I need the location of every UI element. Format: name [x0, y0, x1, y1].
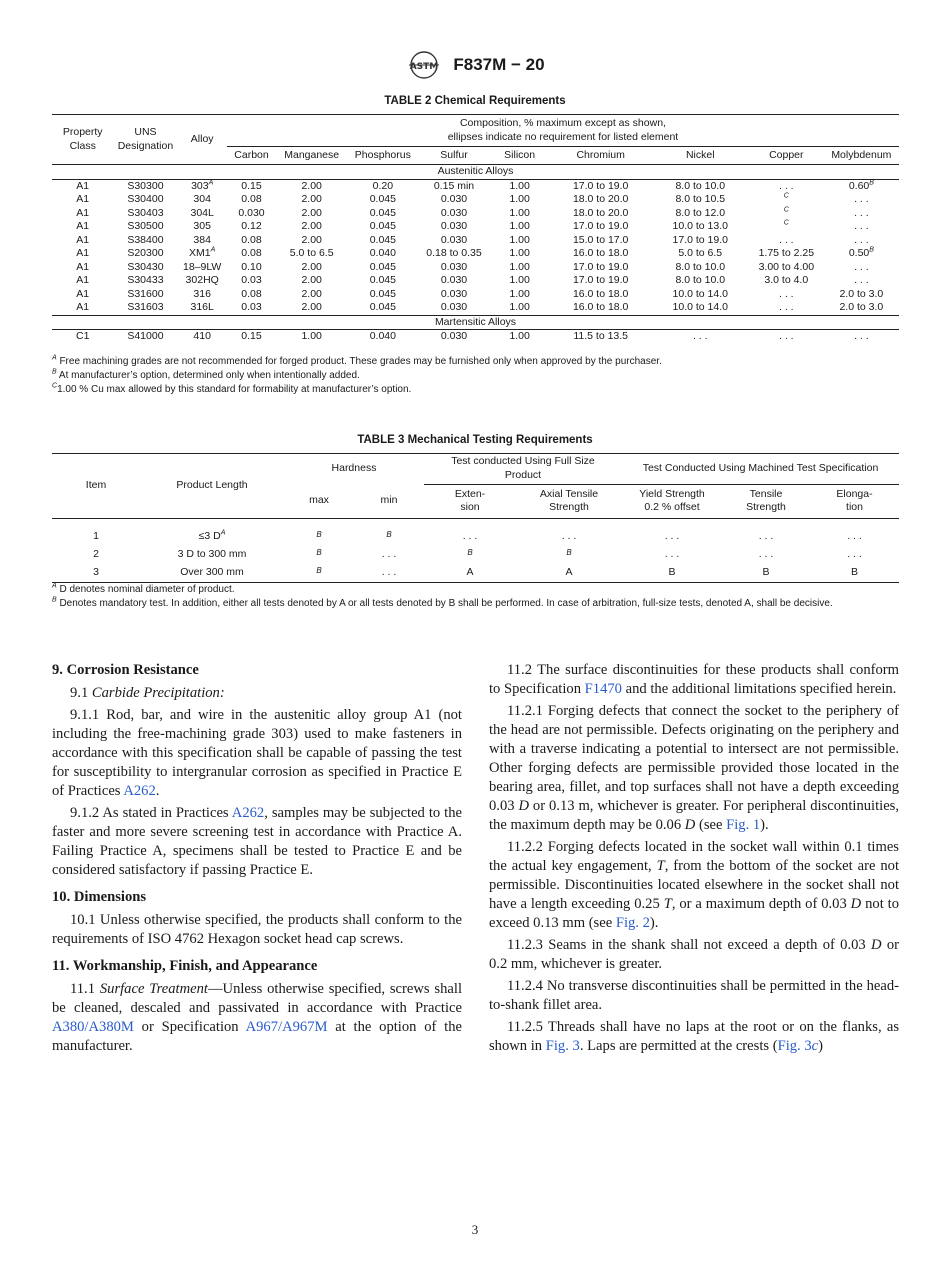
table-cell: 0.030 — [440, 233, 468, 246]
table-cell: 2.00 — [301, 301, 322, 313]
table-cell: S31600 — [127, 287, 164, 300]
table-cell: C — [783, 219, 789, 227]
table-cell: 0.045 — [369, 301, 396, 313]
section-10-title: 10. Dimensions — [52, 889, 147, 905]
table-cell: 384 — [193, 233, 211, 246]
table-cell: 0.08 — [241, 247, 262, 259]
table-row — [52, 179, 899, 193]
table-cell: 0.040 — [369, 247, 396, 259]
table3-caption: TABLE 3 Mechanical Testing Requirements — [357, 434, 593, 446]
table-cell: 1.00 — [509, 274, 530, 286]
table-row — [52, 564, 899, 583]
table-cell: A1 — [76, 247, 90, 259]
table-cell: 0.08 — [241, 287, 262, 300]
body-left-column — [52, 661, 462, 1059]
table2-caption: TABLE 2 Chemical Requirements — [384, 95, 566, 107]
table-cell: 2.00 — [301, 179, 322, 192]
table-cell: 304L — [190, 206, 214, 219]
table-cell: B — [762, 566, 770, 579]
table-cell: S30300 — [127, 179, 164, 192]
table-cell: 3.0 to 4.0 — [764, 274, 809, 286]
table-cell: 18.0 to 20.0 — [572, 193, 629, 205]
astm-logo-icon — [405, 50, 443, 80]
table3-footnote-a: $^A$ D denotes nominal diameter of product. — [52, 582, 235, 595]
table2-header-element: Phosphorus — [347, 147, 418, 165]
body-right-column — [489, 661, 899, 1059]
table-cell: 2.00 — [301, 206, 322, 219]
table-cell: 8.0 to 10.0 — [675, 260, 726, 273]
table-cell: 1.00 — [509, 330, 530, 342]
link-fig-1[interactable]: Fig. 1 — [726, 817, 761, 833]
table-cell: 0.045 — [369, 220, 396, 232]
table-cell: C — [783, 192, 789, 200]
table3-header-yield: Yield Strength 0.2 % offset — [622, 484, 722, 518]
table-cell: 1.00 — [509, 301, 530, 313]
table-cell: Over 300 mm — [180, 566, 244, 579]
table-cell: 0.15 — [241, 330, 262, 342]
table-cell: . . . — [854, 220, 869, 232]
table-cell: 5.0 to 6.5 — [289, 247, 334, 259]
table-cell: 0.20 — [372, 179, 394, 192]
link-a380[interactable]: A380/A380M — [52, 1019, 134, 1035]
table-row — [52, 193, 899, 207]
table-cell: 1.00 — [509, 206, 530, 219]
table-cell: 10.0 to 14.0 — [672, 287, 728, 300]
table-cell: 0.030 — [238, 206, 265, 219]
table-cell: C — [783, 206, 789, 213]
table-cell: 3 D to 300 mm — [177, 548, 247, 561]
table-cell: A1 — [76, 206, 90, 219]
table2-header-alloy: Alloy — [177, 115, 226, 165]
table2-header-element: Molybdenum — [824, 147, 899, 165]
table-cell: 0.10 — [241, 260, 262, 273]
table-cell: 0.045 — [369, 233, 396, 246]
table-cell: S30500 — [127, 220, 164, 232]
para-10-1: 10.1 Unless otherwise specified, the products shall conform to the requirements of ISO 4762 Hexagon socket head cap screws. — [52, 912, 462, 947]
table-cell: $0.50^B$ — [848, 246, 874, 259]
table-row — [52, 330, 899, 344]
table-row — [52, 301, 899, 315]
link-fig-3[interactable]: Fig. 3 — [545, 1038, 580, 1054]
table-cell: 0.030 — [440, 330, 468, 342]
table-cell: 1.00 — [509, 287, 530, 300]
table2-footnotes — [52, 355, 902, 397]
table-cell: S38400 — [127, 233, 164, 246]
table-cell: 2.00 — [301, 260, 322, 273]
table-cell: 0.045 — [369, 206, 396, 219]
table-cell: A1 — [76, 193, 90, 205]
table-cell: B — [566, 548, 572, 557]
table-cell: . . . — [779, 301, 794, 313]
table-cell: 0.030 — [440, 260, 468, 273]
table-cell: . . . — [854, 233, 869, 246]
table2-footnote-a: $^A$ Free machining grades are not recommended for forged product. These grades may be furnished only when approved by the purchaser. — [52, 354, 662, 367]
table-cell: 16.0 to 18.0 — [572, 247, 629, 259]
table-cell: 18–9LW — [183, 260, 222, 273]
table-cell: C1 — [76, 330, 90, 342]
para-11-2-5: 11.2.5 Threads shall have no laps at the root or on the flanks, as shown in Fig. 3. Laps are permitted at the crests (Fig. 3c) — [489, 1019, 899, 1054]
table-cell: . . . — [847, 530, 862, 543]
table-cell: $XM1^A$ — [189, 246, 216, 259]
para-9-1: 9.1 Carbide Precipitation: — [70, 685, 225, 701]
table2-header-property-class: Property Class — [52, 115, 113, 165]
table-cell: 0.030 — [440, 193, 468, 205]
table-cell: 302HQ — [185, 274, 219, 286]
table2-header-element: Sulfur — [418, 147, 489, 165]
table-cell: B — [316, 548, 322, 557]
table-cell: . . . — [779, 179, 794, 192]
table2-header-element: Copper — [749, 147, 824, 165]
table-row — [52, 234, 899, 248]
para-11-2: 11.2 The surface discontinuities for these products shall conform to Specification F1470 and the additional limitations specified herein. — [489, 662, 899, 697]
table-cell: 410 — [193, 330, 211, 342]
table-cell: 10.0 to 13.0 — [672, 220, 728, 232]
section-11-title: 11. Workmanship, Finish, and Appearance — [52, 958, 318, 974]
link-f1470[interactable]: F1470 — [584, 681, 622, 697]
table-cell: A — [466, 566, 474, 579]
table3-header-machined: Test Conducted Using Machined Test Specification — [622, 454, 899, 485]
table-cell: B — [386, 530, 392, 539]
table3-header-full-size: Test conducted Using Full Size Product — [424, 454, 622, 485]
table-cell: A1 — [76, 301, 90, 313]
table-cell: 10.0 to 14.0 — [672, 301, 728, 313]
table-cell: 18.0 to 20.0 — [572, 206, 629, 219]
table-cell: ≤3 $D^A$ — [198, 529, 226, 543]
para-11-1: 11.1 Surface Treatment—Unless otherwise specified, screws shall be cleaned, descaled and passivated in accordance with Practice A380/A380M or Specification A967/A967M at the option of the manufacturer. — [52, 981, 462, 1054]
table-cell: . . . — [779, 287, 794, 300]
table-cell: 0.03 — [241, 274, 262, 286]
table-cell: 1.00 — [509, 247, 530, 259]
table3-footnote-b: $^B$ Denotes mandatory test. In addition, either all tests denoted by A or all tests denoted by B shall be performed. In case of arbitration, full-size tests, denoted A, shall be decisive. — [52, 596, 833, 609]
table2-header-element: Nickel — [652, 147, 749, 165]
link-a262[interactable]: A262 — [123, 783, 156, 799]
table-cell: 0.03 — [241, 301, 262, 313]
table-cell: . . . — [779, 233, 794, 246]
table-cell: S41000 — [127, 330, 164, 342]
table-row — [52, 247, 899, 261]
table2-header-element: Carbon — [227, 147, 276, 165]
table-cell: 0.18 to 0.35 — [426, 247, 482, 259]
table-cell: . . . — [381, 548, 397, 561]
table-cell: . . . — [381, 566, 397, 579]
table-cell: B — [467, 548, 473, 557]
table3-header-tensile: Tensile Strength — [722, 484, 810, 518]
table-cell: 1.00 — [509, 193, 530, 205]
table-row — [52, 528, 899, 546]
table-cell: . . . — [854, 193, 869, 205]
table-cell: 2.00 — [301, 220, 322, 232]
table-cell: A1 — [76, 220, 90, 232]
para-11-2-3: 11.2.3 Seams in the shank shall not exceed a depth of 0.03 D or 0.2 mm, whichever is greater. — [489, 937, 899, 972]
table-cell: 304 — [193, 193, 211, 205]
table-cell: . . . — [854, 206, 869, 219]
table-cell: 1 — [93, 530, 99, 543]
para-9-1-1: 9.1.1 Rod, bar, and wire in the austenitic alloy group A1 (not including the free-machining grade 303) used to make fasteners in accordance with this specification shall be capable of passing the test for susceptibility to intergranular corrosion as specified in Practice E of Practices A262. — [52, 707, 462, 799]
table3-footnotes — [52, 583, 902, 611]
table-cell: 1.75 to 2.25 — [758, 247, 815, 259]
table3-header-axial: Axial Tensile Strength — [516, 484, 622, 518]
table-cell: 17.0 to 19.0 — [572, 220, 629, 232]
table3-header-item: Item — [52, 454, 140, 519]
table-cell: $0.60^B$ — [848, 179, 874, 192]
table-cell: 3.00 to 4.00 — [758, 260, 815, 273]
table2-header-element: Silicon — [490, 147, 550, 165]
link-a262[interactable]: A262 — [231, 805, 265, 821]
table-cell: 1.00 — [301, 330, 322, 342]
link-fig-2[interactable]: Fig. 2 — [615, 915, 650, 931]
table-cell: 0.08 — [241, 233, 262, 246]
table-row — [52, 274, 899, 288]
table-cell: 8.0 to 10.5 — [675, 193, 726, 205]
table-cell: 2 — [93, 548, 99, 561]
table-cell: S20300 — [127, 247, 164, 259]
table3-header-product-length: Product Length — [140, 454, 284, 519]
table-cell: . . . — [664, 548, 680, 561]
table-cell: 3 — [93, 566, 99, 579]
table-cell: A1 — [76, 179, 90, 192]
link-fig-3c[interactable]: Fig. 3c — [777, 1038, 819, 1054]
table-cell: 1.00 — [509, 179, 530, 192]
table-row — [52, 546, 899, 564]
table-row — [52, 220, 899, 234]
table-cell: . . . — [854, 274, 869, 286]
table-cell: S31603 — [127, 301, 164, 313]
table-cell: B — [316, 566, 322, 575]
table-cell: 2.00 — [301, 233, 322, 246]
table-cell: S30400 — [127, 193, 164, 205]
table-row — [52, 261, 899, 275]
table-cell: 17.0 to 19.0 — [572, 274, 629, 286]
table3-header-hardness: Hardness — [284, 454, 424, 485]
table-cell: 16.0 to 18.0 — [572, 287, 629, 300]
table-cell: 17.0 to 19.0 — [572, 260, 629, 273]
table-cell: 2.00 — [301, 287, 322, 300]
table2-header-element: Manganese — [276, 147, 347, 165]
table3-header-elongation: Elonga- tion — [810, 484, 899, 518]
para-11-2-1: 11.2.1 Forging defects that connect the socket to the periphery of the head are not permissible. Defects originating on the periphery and with a traverse indicating a potential to intersect are not permissible. Other forging defects are permissible provided those located in the bearing area, fillet, and top surfaces shall not have a depth exceeding 0.03 D or 0.13 m, whichever is greater. For peripheral discontinuities, the maximum depth may be 0.06 D (see Fig. 1). — [489, 703, 900, 833]
table-cell: 0.15 — [241, 179, 262, 192]
table-cell: 17.0 to 19.0 — [572, 179, 629, 192]
table-cell: 8.0 to 10.0 — [675, 274, 726, 286]
table-cell: . . . — [854, 330, 869, 342]
table2-chemical-requirements — [52, 114, 899, 344]
table-cell: . . . — [847, 548, 862, 561]
table-cell: S30430 — [127, 260, 164, 273]
table-cell: A1 — [76, 274, 90, 286]
table-cell: 0.045 — [369, 193, 396, 205]
table-cell: . . . — [462, 530, 478, 543]
table-row — [52, 207, 899, 221]
table2-group-austenitic: Austenitic Alloys — [52, 165, 899, 180]
table-cell: 11.5 to 13.5 — [573, 330, 629, 342]
table3-header-extension: Exten- sion — [424, 484, 516, 518]
table-cell: 0.045 — [369, 260, 396, 273]
para-11-2-4: 11.2.4 No transverse discontinuities shall be permitted in the head-to-shank fillet area. — [489, 978, 899, 1013]
table-cell: 305 — [193, 220, 211, 232]
svg-text:ASTM: ASTM — [410, 62, 439, 72]
table-cell: . . . — [664, 530, 680, 543]
table-cell: 0.15 min — [433, 179, 475, 192]
table-cell: 2.00 — [301, 193, 322, 205]
page-header — [0, 50, 950, 80]
para-11-2-2: 11.2.2 Forging defects located in the socket wall within 0.1 times the actual key engagement, T, from the bottom of the socket are not permissible. Discontinuities located elsewhere in the socket shall not have a length exceeding 0.25 T, or a maximum depth of 0.03 D not to exceed 0.13 mm (see Fig. 2). — [489, 839, 900, 931]
table2-footnote-c: $^C$1.00 % Cu max allowed by this standard for formability at manufacturer’s option. — [52, 382, 412, 395]
table-cell: 316L — [190, 301, 214, 313]
table-cell: S30433 — [127, 274, 164, 286]
table-cell: 0.030 — [440, 274, 468, 286]
table-cell: 5.0 to 6.5 — [678, 247, 723, 259]
table2-header-uns: UNS Designation — [113, 115, 177, 165]
table3-header-max: max — [284, 484, 354, 518]
table-cell: B — [668, 566, 676, 579]
table3-mechanical-testing — [52, 453, 899, 585]
table2-header-composition: Composition, % maximum except as shown, ellipses indicate no requirement for listed element — [227, 115, 899, 147]
page-number: 3 — [471, 1222, 479, 1237]
table-cell: . . . — [692, 330, 708, 342]
table-cell: S30403 — [127, 206, 164, 219]
table3-header-min: min — [354, 484, 424, 518]
table-cell: 0.030 — [440, 301, 468, 313]
table2-footnote-b: $^B$ At manufacturer’s option, determined only when intentionally added. — [52, 368, 360, 381]
table-cell: 0.045 — [369, 287, 396, 300]
table-cell: A1 — [76, 233, 90, 246]
table-cell: 2.0 to 3.0 — [839, 287, 884, 300]
table-cell: A1 — [76, 260, 90, 273]
table-cell: A — [565, 566, 573, 579]
table-cell: 8.0 to 10.0 — [675, 179, 726, 192]
table-cell: 16.0 to 18.0 — [572, 301, 629, 313]
table-row — [52, 288, 899, 302]
table-cell: 0.030 — [440, 220, 468, 232]
table-cell: 1.00 — [509, 260, 530, 273]
table-cell: 15.0 to 17.0 — [572, 233, 629, 246]
table-cell: $303^A$ — [191, 179, 214, 192]
table-cell: B — [850, 566, 858, 579]
table-cell: 0.030 — [440, 287, 468, 300]
table-cell: . . . — [561, 530, 577, 543]
table-cell: 2.0 to 3.0 — [839, 301, 884, 313]
table-cell: 2.00 — [301, 274, 322, 286]
table-cell: A1 — [76, 287, 90, 300]
table-cell: B — [316, 530, 322, 539]
table-cell: 8.0 to 12.0 — [675, 206, 726, 219]
table-cell: 17.0 to 19.0 — [672, 233, 728, 246]
table-cell: 0.08 — [241, 193, 262, 205]
table-cell: . . . — [758, 530, 774, 543]
table-cell: 1.00 — [509, 220, 530, 232]
table-cell: 0.030 — [440, 206, 468, 219]
section-9-title: 9. Corrosion Resistance — [52, 662, 199, 678]
table-cell: . . . — [758, 548, 774, 561]
table-cell: . . . — [779, 330, 794, 342]
table-cell: 0.12 — [241, 220, 262, 232]
table-cell: 316 — [193, 287, 211, 300]
table2-header-element: Chromium — [550, 147, 652, 165]
table2-group-martensitic: Martensitic Alloys — [52, 315, 899, 330]
para-9-1-2: 9.1.2 As stated in Practices A262, samples may be subjected to the faster and more severe screening test in accordance with Practice A. Failing Practice A, specimens shall be tested to Practice E and be considered satisfactory if passing Practice E. — [52, 805, 463, 878]
table-cell: 0.040 — [369, 330, 396, 342]
link-a967[interactable]: A967/A967M — [245, 1019, 328, 1035]
table-cell: 0.045 — [369, 274, 396, 286]
document-id: F837M − 20 — [453, 55, 545, 74]
table-cell: 1.00 — [509, 233, 530, 246]
table-cell: . . . — [854, 260, 869, 273]
